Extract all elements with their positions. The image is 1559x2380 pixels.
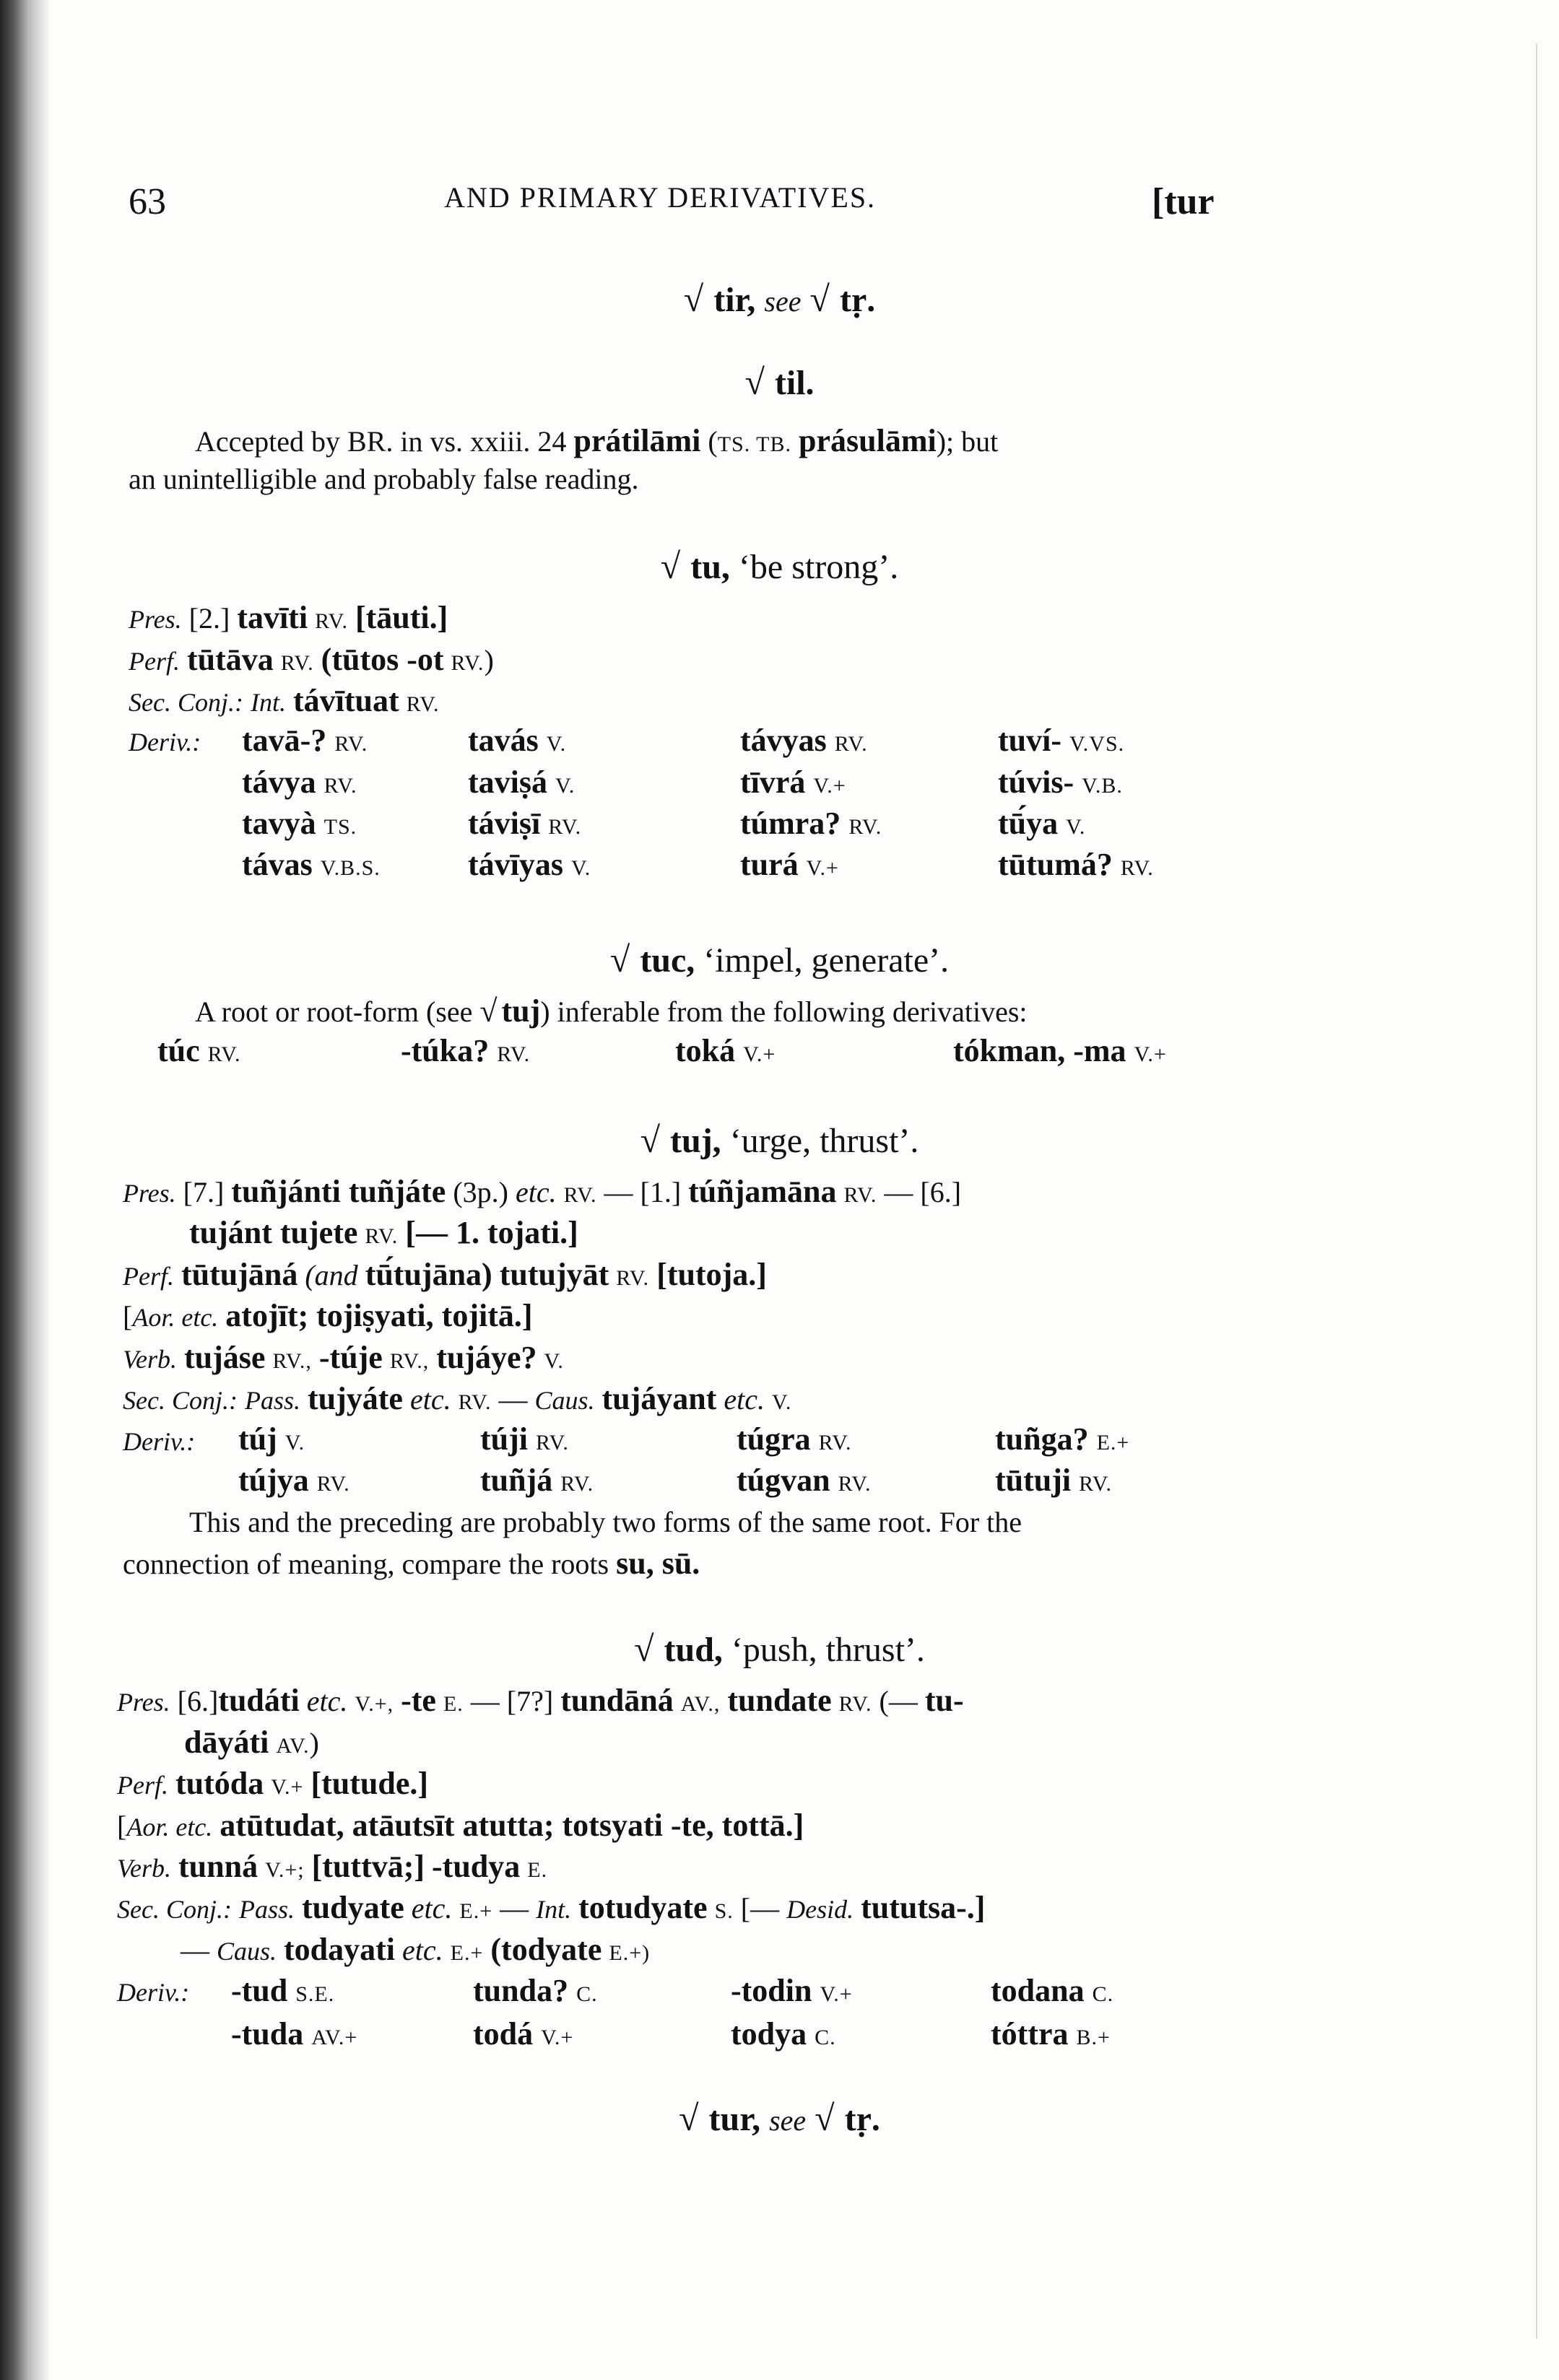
derivative-source: V.+: [541, 2026, 574, 2049]
derivative-item: [242, 805, 357, 842]
derivative-source: V.B.S.: [320, 856, 381, 880]
derivative-form: todya: [731, 2016, 815, 2052]
derivative-item: [737, 1421, 852, 1457]
derivative-form: túji: [480, 1421, 536, 1457]
page-number: 63: [129, 181, 166, 222]
derivative-item: [731, 2015, 836, 2052]
derivative-form: túc: [157, 1033, 208, 1068]
derivative-form: taviṣá: [468, 764, 555, 800]
tu-deriv-label: Deriv.:: [129, 728, 201, 757]
derivative-form: -tud: [231, 1973, 296, 2008]
root-heading-til: √ til.: [744, 362, 815, 402]
root-icon: √: [679, 2098, 699, 2138]
derivative-item: [998, 764, 1123, 801]
derivative-form: túj: [238, 1421, 285, 1457]
til-text-line-2: an unintelligible and probably false reading.: [129, 463, 639, 495]
derivative-form: tuñjá: [480, 1463, 561, 1498]
derivative-item: [468, 722, 566, 759]
root-icon: √: [815, 2098, 835, 2138]
derivative-item: [991, 1972, 1113, 2009]
derivative-form: tújya: [238, 1463, 317, 1498]
derivative-source: V.: [1066, 815, 1086, 839]
derivative-source: V.: [555, 774, 576, 798]
tuj-secondary-line: Sec. Conj.: Pass. tujyáte etc. RV. — Caus. tujáyant etc. V.: [123, 1381, 792, 1416]
derivative-item: [231, 1972, 334, 2009]
derivative-item: [998, 805, 1085, 842]
derivative-item: [473, 1972, 598, 2009]
derivative-item: [401, 1032, 530, 1069]
derivative-source: V.B.: [1082, 774, 1123, 798]
derivative-item: [242, 722, 368, 759]
derivative-item: [480, 1421, 569, 1457]
derivative-source: RV.: [1079, 1472, 1113, 1496]
derivative-item: [242, 846, 381, 883]
running-title: AND PRIMARY DERIVATIVES.: [444, 181, 877, 214]
tuj-present-line-1: Pres. [7.] tuñjánti tuñjáte (3p.) etc. RV. — [1.] túñjamāna RV. — [6.]: [123, 1174, 962, 1209]
derivative-source: RV.: [323, 774, 357, 798]
derivative-source: V.+: [813, 774, 846, 798]
tud-verbal-line: Verb. tunná V.+; [tuttvā;] -tudya E.: [117, 1849, 548, 1884]
tud-present-line-1: Pres. [6.]tudáti etc. V.+, -te E. — [7?] tundāná AV., tundate RV. (— tu-: [117, 1683, 964, 1718]
derivative-form: tū́ya: [998, 806, 1067, 841]
derivative-source: RV.: [316, 1472, 350, 1496]
tuj-note-line-2: connection of meaning, compare the roots su, sū.: [123, 1546, 700, 1581]
header-keyword: [tur: [1152, 181, 1215, 222]
derivative-source: RV.: [818, 1431, 852, 1455]
derivative-item: [998, 722, 1124, 759]
tu-perfect-line: Perf. tūtāva RV. (tūtos -ot RV.): [129, 642, 494, 677]
derivative-form: -todin: [731, 1973, 820, 2008]
derivative-source: S.E.: [295, 1982, 335, 2006]
derivative-form: -túka?: [401, 1033, 498, 1068]
root-icon: √: [809, 279, 830, 319]
tud-perfect-line: Perf. tutóda V.+ [tutude.]: [117, 1766, 429, 1801]
derivative-item: [740, 805, 882, 842]
derivative-source: RV.: [848, 815, 882, 839]
derivative-form: tavás: [468, 723, 547, 758]
derivative-item: [995, 1462, 1112, 1499]
derivative-form: táviṣī: [468, 806, 549, 841]
tud-aorist-line: [Aor. etc. atūtudat, atāutsīt atutta; totsyati -te, tottā.]: [117, 1808, 804, 1843]
derivative-source: RV.: [536, 1431, 569, 1455]
derivative-form: todá: [473, 2016, 542, 2052]
root-icon: √: [479, 993, 498, 1029]
derivative-form: tunda?: [473, 1973, 577, 2008]
derivative-item: [998, 846, 1154, 883]
derivative-source: RV.: [838, 1472, 872, 1496]
tu-secondary-line: Sec. Conj.: Int. távītuat RV.: [129, 683, 440, 718]
derivative-source: V.: [571, 856, 591, 880]
root-icon: √: [640, 1120, 661, 1160]
derivative-form: tókman, -ma: [953, 1033, 1134, 1068]
tuj-perfect-line: Perf. tūtujāná (and tū́tujāna) tutujyāt RV. [tutoja.]: [123, 1257, 767, 1292]
derivative-item: [995, 1421, 1129, 1457]
derivative-form: távya: [242, 764, 324, 800]
derivative-source: V.: [285, 1431, 305, 1455]
root-heading-tud: √ tud, ‘push, thrust’.: [634, 1629, 925, 1669]
root-heading-tuc: √ tuc, ‘impel, generate’.: [609, 939, 950, 980]
root-icon: √: [660, 546, 681, 586]
derivative-source: C.: [815, 2026, 836, 2049]
derivative-source: V.: [546, 732, 567, 756]
derivative-form: tīvrá: [740, 764, 814, 800]
derivative-item: [953, 1032, 1167, 1069]
derivative-source: C.: [1092, 1982, 1114, 2006]
derivative-source: V.+: [806, 856, 839, 880]
derivative-item: [740, 764, 846, 801]
til-text-line-1: Accepted by BR. in vs. xxiii. 24 prátilāmi (TS. TB. prásulāmi); but: [195, 423, 999, 458]
root-heading-tur: √ tur, see √ tṛ.: [679, 2098, 880, 2138]
tuj-note-line-1: This and the preceding are probably two forms of the same root. For the: [189, 1506, 1022, 1538]
derivative-form: tavā-?: [242, 723, 335, 758]
root-icon: √: [744, 362, 765, 402]
tuc-description: A root or root-form (see √ tuj) inferable from the following derivatives:: [195, 993, 1028, 1029]
derivative-item: [991, 2015, 1111, 2052]
tuj-present-line-2: tujánt tujete RV. [— 1. tojati.]: [189, 1215, 578, 1250]
derivative-item: [238, 1462, 350, 1499]
tuj-verbal-line: Verb. tujáse RV., -túje RV., tujáye? V.: [123, 1340, 564, 1375]
derivative-form: távas: [242, 847, 321, 882]
derivative-source: C.: [576, 1982, 598, 2006]
scan-edge-shadow: [0, 0, 51, 2380]
derivative-item: [242, 764, 357, 801]
derivative-item: [675, 1032, 776, 1069]
derivative-form: túgvan: [737, 1463, 838, 1498]
tuj-deriv-label: Deriv.:: [123, 1427, 196, 1456]
root-icon: √: [609, 939, 630, 980]
root-heading-tuj: √ tuj, ‘urge, thrust’.: [640, 1120, 919, 1160]
derivative-form: toká: [675, 1033, 744, 1068]
derivative-item: [157, 1032, 241, 1069]
derivative-form: -tuda: [231, 2016, 312, 2052]
derivative-form: tuñga?: [995, 1421, 1097, 1457]
derivative-source: V.+: [820, 1982, 853, 2006]
derivative-form: távīyas: [468, 847, 571, 882]
derivative-item: [231, 2015, 357, 2052]
derivative-form: távyas: [740, 723, 835, 758]
derivative-source: TS.: [323, 815, 357, 839]
derivative-form: tūtuji: [995, 1463, 1080, 1498]
derivative-source: V.VS.: [1069, 732, 1125, 756]
root-icon: √: [683, 279, 704, 319]
derivative-source: RV.: [497, 1042, 531, 1066]
derivative-source: AV.+: [311, 2026, 358, 2049]
tu-present-line: Pres. [2.] tavīti RV. [tāuti.]: [129, 600, 448, 635]
derivative-form: túgra: [737, 1421, 819, 1457]
tud-secondary-line-2: — Caus. todayati etc. E.+ (todyate E.+): [181, 1932, 651, 1967]
tud-secondary-line-1: Sec. Conj.: Pass. tudyate etc. E.+ — Int. totudyate S. [— Desid. tututsa-.]: [117, 1890, 986, 1925]
root-heading-tir: √ tir, see √ tṛ.: [683, 279, 876, 319]
derivative-form: turá: [740, 847, 807, 882]
derivative-source: RV.: [834, 732, 868, 756]
derivative-item: [740, 846, 839, 883]
derivative-item: [468, 805, 581, 842]
derivative-source: V.+: [1134, 1042, 1167, 1066]
derivative-form: túvis-: [998, 764, 1082, 800]
derivative-form: tóttra: [991, 2016, 1077, 2052]
root-heading-tu: √ tu, ‘be strong’.: [660, 546, 899, 586]
derivative-source: RV.: [207, 1042, 241, 1066]
derivative-item: [468, 764, 575, 801]
derivative-item: [473, 2015, 573, 2052]
derivative-item: [740, 722, 868, 759]
derivative-source: RV.: [548, 815, 582, 839]
derivative-form: túmra?: [740, 806, 849, 841]
tuj-aorist-line: [Aor. etc. atojīt; tojiṣyati, tojitā.]: [123, 1298, 533, 1333]
derivative-item: [737, 1462, 872, 1499]
derivative-form: tavyà: [242, 806, 324, 841]
derivative-source: RV.: [334, 732, 368, 756]
root-icon: √: [634, 1629, 654, 1669]
derivative-form: tuví-: [998, 723, 1069, 758]
derivative-form: todana: [991, 1973, 1093, 2008]
derivative-item: [468, 846, 591, 883]
derivative-source: RV.: [560, 1472, 594, 1496]
derivative-source: RV.: [1120, 856, 1154, 880]
tud-present-line-2: dāyáti AV.): [184, 1725, 319, 1760]
derivative-item: [480, 1462, 594, 1499]
derivative-source: E.+: [1096, 1431, 1130, 1455]
derivative-form: tūtumá?: [998, 847, 1121, 882]
derivative-source: B.+: [1076, 2026, 1111, 2049]
tud-deriv-label: Deriv.:: [117, 1978, 190, 2007]
derivative-item: [731, 1972, 853, 2009]
derivative-source: V.+: [743, 1042, 776, 1066]
derivative-item: [238, 1421, 305, 1457]
